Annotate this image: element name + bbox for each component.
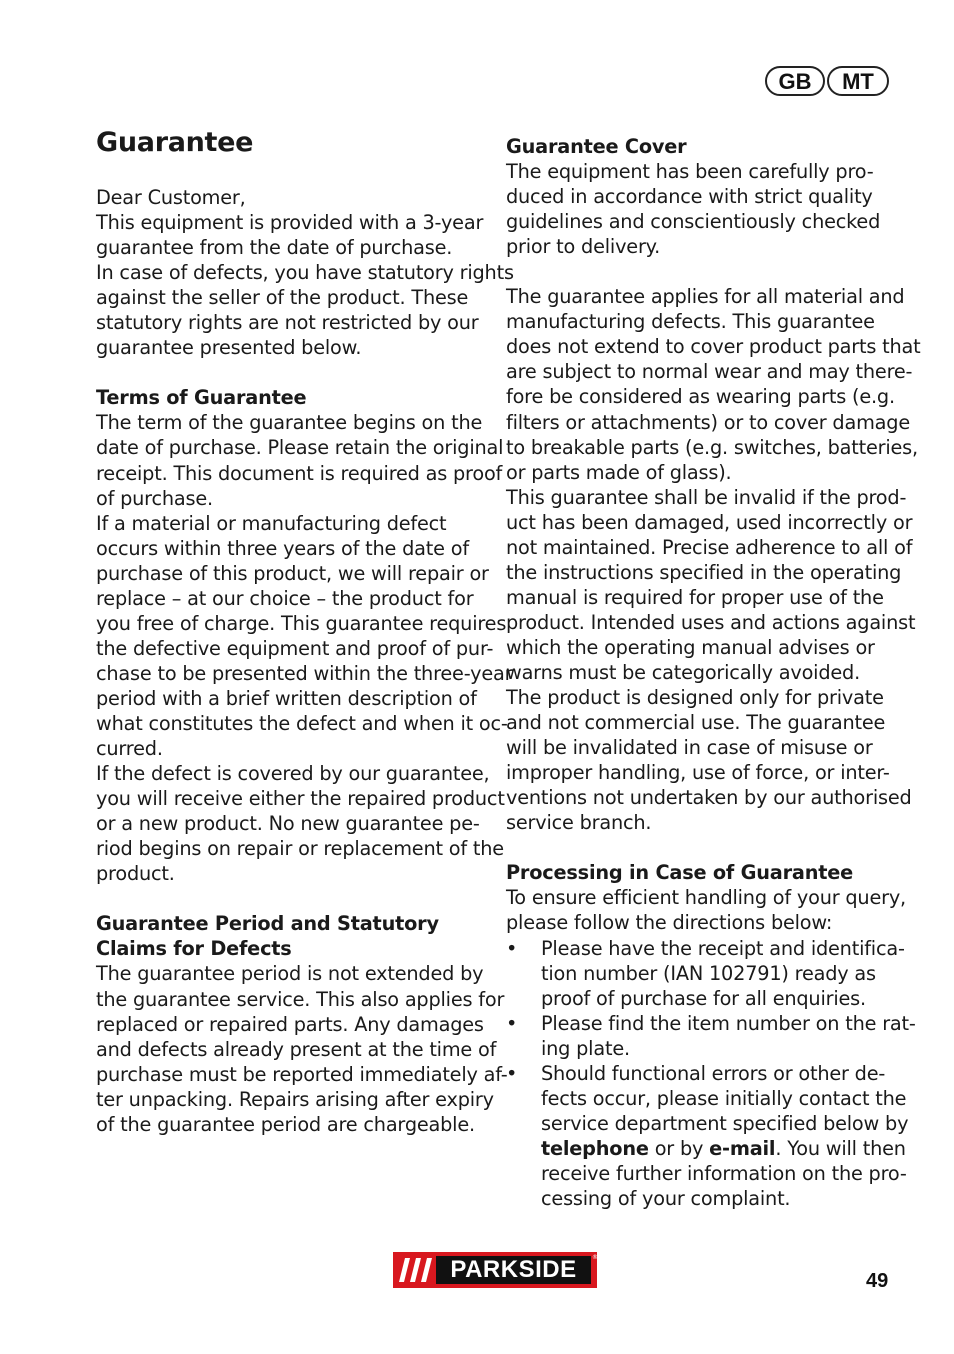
text-line: or a new product. No new guarantee pe- xyxy=(96,812,480,836)
text-line: This equipment is provided with a 3-year xyxy=(96,211,484,235)
text-line: which the operating manual advises or xyxy=(506,635,875,659)
text-line: duced in accordance with strict quality xyxy=(506,185,873,209)
text-line: product. xyxy=(96,862,175,886)
text-line: replaced or repaired parts. Any damages xyxy=(96,1012,484,1036)
text-line: prior to delivery. xyxy=(506,235,661,259)
text-line: are subject to normal wear and may there- xyxy=(506,360,913,384)
text-line: of purchase. xyxy=(96,486,213,510)
text-line: Please have the receipt and identifica- xyxy=(541,936,905,960)
text-line: fore be considered as wearing parts (e.g. xyxy=(506,385,895,409)
text-line: curred. xyxy=(96,737,163,761)
text-line: filters or attachments) or to cover damage xyxy=(506,410,910,434)
text-line: The guarantee period is not extended by xyxy=(96,962,484,986)
terms-heading: Terms of Guarantee xyxy=(96,386,307,410)
text-line: the guarantee service. This also applies for xyxy=(96,987,505,1011)
text-line: ing plate. xyxy=(541,1036,630,1060)
text-line: The product is designed only for private xyxy=(506,686,884,710)
text-line: date of purchase. Please retain the original xyxy=(96,436,504,460)
bullet-icon: • xyxy=(506,936,518,960)
parkside-logo xyxy=(393,1252,597,1288)
text-line: warns must be categorically avoided. xyxy=(506,660,861,684)
text-line: If a material or manufacturing defect xyxy=(96,511,447,535)
text-line: Should functional errors or other de- xyxy=(541,1061,886,1085)
text-line: To ensure efficient handling of your query, xyxy=(506,886,906,910)
processing-intro xyxy=(506,885,906,935)
text-line: chase to be presented within the three-year xyxy=(96,661,513,685)
text-line: you will receive either the repaired product xyxy=(96,787,505,811)
cover-paragraph-b xyxy=(506,284,921,835)
period-paragraph xyxy=(96,961,508,1136)
text-line: fects occur, please initially contact the xyxy=(541,1086,907,1110)
page-number: 49 xyxy=(866,1270,889,1292)
text-line: guarantee from the date of purchase. xyxy=(96,236,453,260)
text-line: riod begins on repair or replacement of the xyxy=(96,837,504,861)
text-line: proof of purchase for all enquiries. xyxy=(541,986,866,1010)
text-line: tion number (IAN 102791) ready as xyxy=(541,961,876,985)
telephone-emphasis: telephone xyxy=(541,1136,649,1160)
text-line: purchase of this product, we will repair or xyxy=(96,561,489,585)
cover-heading: Guarantee Cover xyxy=(506,135,687,158)
list-item xyxy=(506,1011,916,1061)
text-line: please follow the directions below: xyxy=(506,911,833,935)
list-item xyxy=(506,936,905,1011)
text-fragment: or by xyxy=(648,1136,710,1160)
text-line: guidelines and conscientiously checked xyxy=(506,210,881,234)
page-title: Guarantee xyxy=(96,127,254,158)
text-line: cessing of your complaint. xyxy=(541,1186,791,1210)
text-line: service branch. xyxy=(506,811,652,835)
text-line: occurs within three years of the date of xyxy=(96,536,469,560)
text-line: not maintained. Precise adherence to all of xyxy=(506,535,913,559)
text-line: Please find the item number on the rat- xyxy=(541,1011,916,1035)
text-fragment: . You will then xyxy=(775,1136,906,1160)
registered-mark: ® xyxy=(592,1254,598,1261)
text-line: In case of defects, you have statutory rights xyxy=(96,261,514,285)
period-heading-line-2: Claims for Defects xyxy=(96,937,292,961)
text-line: manual is required for proper use of the xyxy=(506,585,884,609)
language-badge-mt: MT xyxy=(827,66,889,96)
text-line: receive further information on the pro- xyxy=(541,1161,907,1185)
text-line: improper handling, use of force, or inter- xyxy=(506,761,890,785)
left-column xyxy=(96,127,514,1137)
language-badges xyxy=(765,66,889,96)
text-line: uct has been damaged, used incorrectly or xyxy=(506,510,913,534)
text-line: period with a brief written description of xyxy=(96,686,477,710)
text-line: the instructions specified in the operating xyxy=(506,560,902,584)
text-line: to breakable parts (e.g. switches, batteries, xyxy=(506,435,918,459)
processing-heading: Processing in Case of Guarantee xyxy=(506,861,854,885)
text-line xyxy=(541,1136,906,1161)
text-line: The term of the guarantee begins on the xyxy=(96,411,483,435)
text-line: does not extend to cover product parts that xyxy=(506,335,921,359)
terms-paragraph xyxy=(96,410,513,886)
text-line: the defective equipment and proof of pur- xyxy=(96,636,494,660)
text-line: The equipment has been carefully pro- xyxy=(506,160,874,184)
text-line: and not commercial use. The guarantee xyxy=(506,711,886,735)
text-line: will be invalidated in case of misuse or xyxy=(506,736,873,760)
text-line: Dear Customer, xyxy=(96,186,246,209)
list-item xyxy=(506,1061,909,1211)
text-line: guarantee presented below. xyxy=(96,336,362,360)
intro-paragraph xyxy=(96,185,514,360)
text-line: ventions not undertaken by our authorised xyxy=(506,786,912,810)
bullet-icon: • xyxy=(506,1011,518,1035)
language-badge-gb: GB xyxy=(765,66,825,96)
brand-name: PARKSIDE xyxy=(436,1256,591,1284)
text-line: purchase must be reported immediately af- xyxy=(96,1062,508,1086)
stripes-icon xyxy=(399,1258,433,1282)
text-line: The guarantee applies for all material and xyxy=(506,285,905,309)
text-line: of the guarantee period are chargeable. xyxy=(96,1112,475,1136)
text-line: ter unpacking. Repairs arising after expiry xyxy=(96,1087,494,1111)
text-line: you free of charge. This guarantee requires xyxy=(96,611,507,635)
cover-paragraph-a xyxy=(506,159,898,259)
text-line: product. Intended uses and actions against xyxy=(506,610,916,634)
text-line: If the defect is covered by our guarantee, xyxy=(96,762,490,786)
text-line: and defects already present at the time of xyxy=(96,1037,497,1061)
text-line: replace – at our choice – the product for xyxy=(96,586,474,610)
right-column xyxy=(506,134,921,1211)
text-line: This guarantee shall be invalid if the prod- xyxy=(506,485,907,509)
text-line: manufacturing defects. This guarantee xyxy=(506,310,875,334)
text-line: against the seller of the product. These xyxy=(96,286,469,310)
period-heading-line-1: Guarantee Period and Statutory xyxy=(96,912,439,936)
text-line: or parts made of glass). xyxy=(506,460,732,484)
bullet-icon: • xyxy=(506,1061,518,1085)
email-emphasis: e-mail xyxy=(709,1136,776,1160)
text-line: statutory rights are not restricted by our xyxy=(96,311,479,335)
text-line: service department specified below by xyxy=(541,1111,909,1135)
text-line: receipt. This document is required as proof xyxy=(96,461,503,485)
text-line: what constitutes the defect and when it oc- xyxy=(96,711,508,735)
